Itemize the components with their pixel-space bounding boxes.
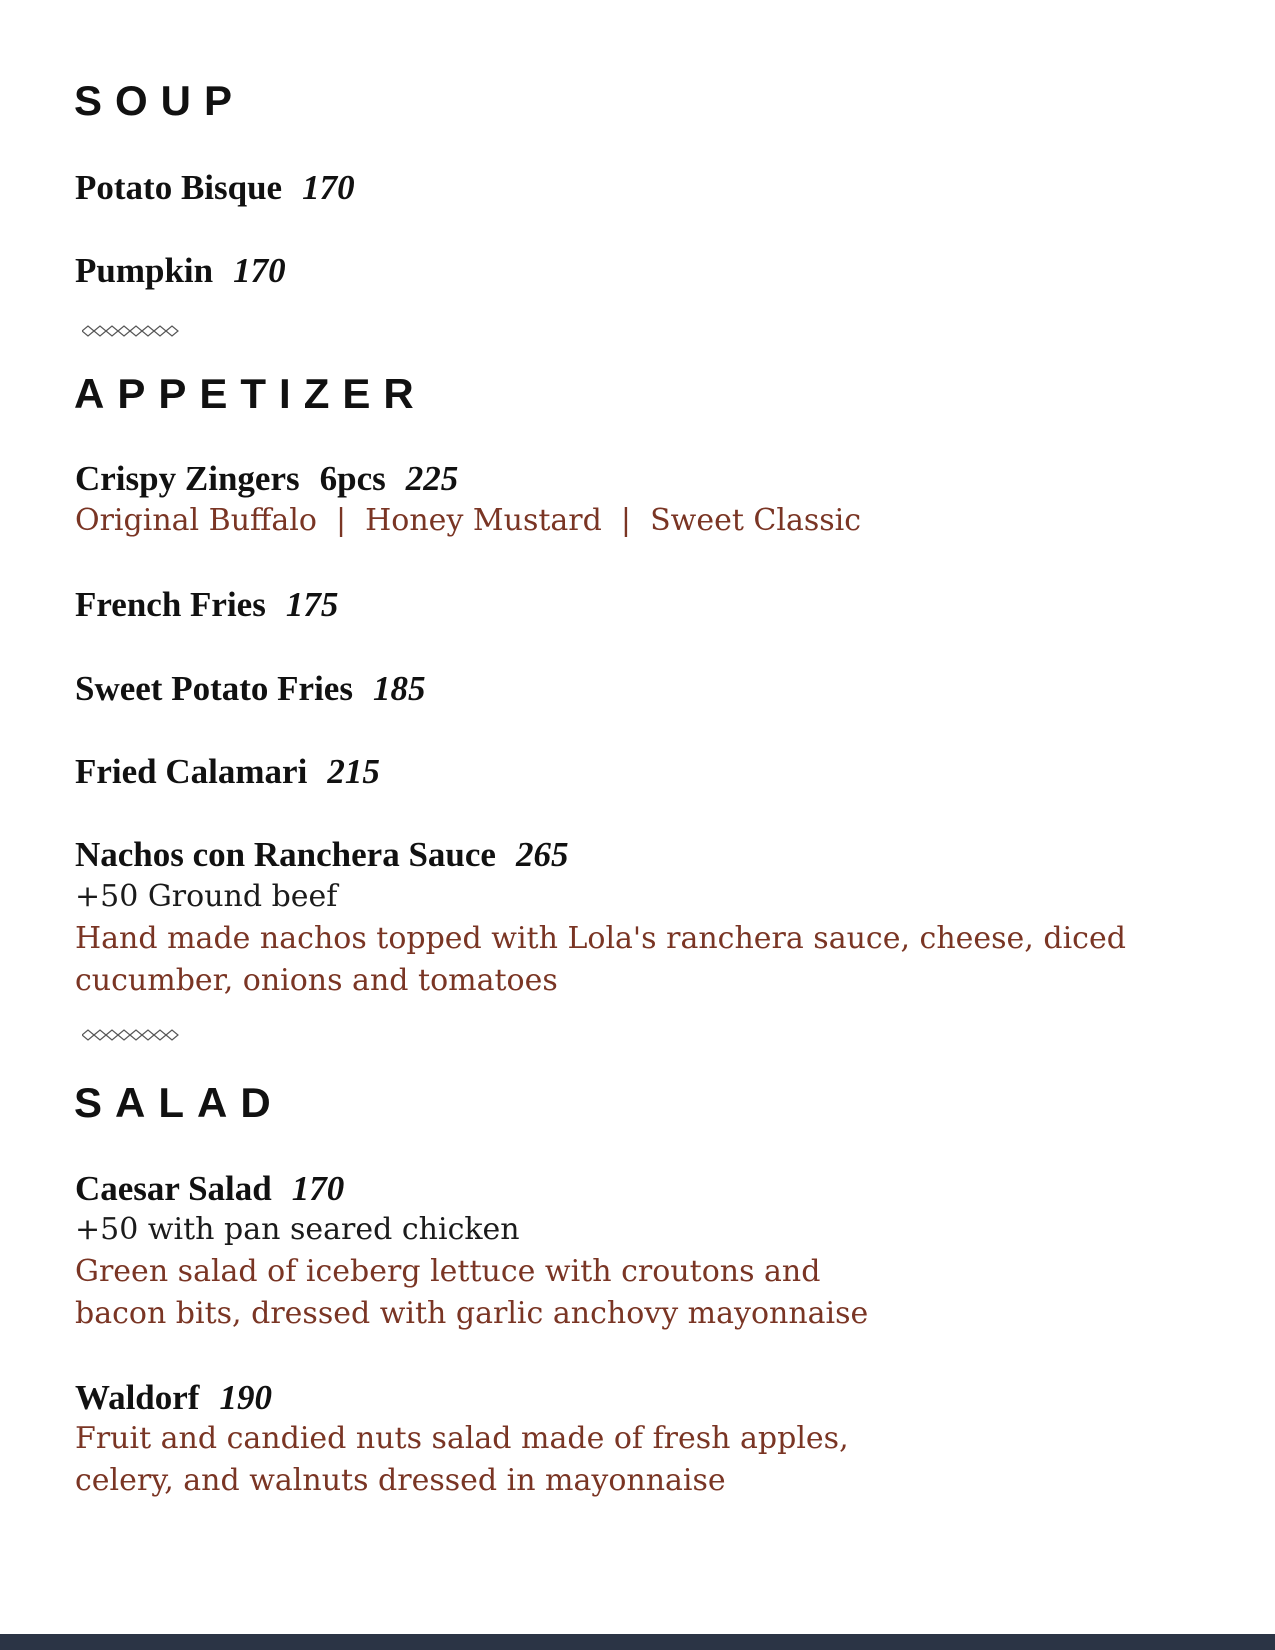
item-sauce-options: Original Buffalo | Honey Mustard | Sweet Classic [75, 503, 862, 538]
item-name: Waldorf [75, 1378, 200, 1417]
item-description-line: celery, and walnuts dressed in mayonnaise [75, 1463, 726, 1498]
item-price: 170 [302, 168, 355, 207]
menu-item-fried-calamari [75, 754, 380, 789]
menu-item-potato-bisque [75, 170, 355, 205]
item-name: Crispy Zingers [75, 459, 300, 498]
item-name: Pumpkin [75, 251, 214, 290]
item-name: French Fries [75, 585, 266, 624]
item-name: Sweet Potato Fries [75, 669, 353, 708]
diamond-chain-divider-icon [82, 1029, 184, 1041]
item-name: Fried Calamari [75, 752, 308, 791]
item-price: 170 [291, 1169, 345, 1208]
item-price: 185 [372, 669, 426, 708]
diamond-chain-divider-icon [82, 325, 184, 337]
menu-item-waldorf [75, 1380, 272, 1415]
item-price: 215 [327, 752, 380, 791]
item-addon: +50 with pan seared chicken [75, 1212, 520, 1247]
item-price: 225 [405, 459, 459, 498]
item-description-line: Hand made nachos topped with Lola's ranchera sauce, cheese, diced [75, 921, 1126, 956]
section-heading-salad: SALAD [74, 1079, 284, 1126]
item-description-line: Green salad of iceberg lettuce with croutons and [75, 1254, 821, 1289]
item-addon: +50 Ground beef [75, 879, 338, 914]
item-price: 170 [233, 251, 286, 290]
menu-item-pumpkin [75, 253, 286, 288]
item-price: 265 [515, 835, 569, 874]
menu-item-french-fries [75, 587, 338, 622]
section-heading-soup: SOUP [74, 77, 246, 124]
item-price: 190 [219, 1378, 272, 1417]
menu-item-nachos [75, 837, 568, 872]
item-price: 175 [285, 585, 339, 624]
menu-item-caesar-salad [75, 1171, 344, 1206]
item-name: Caesar Salad [75, 1169, 272, 1208]
menu-item-crispy-zingers [75, 461, 458, 496]
item-description-line: cucumber, onions and tomatoes [75, 963, 558, 998]
section-heading-appetizer: APPETIZER [74, 370, 427, 417]
item-description-line: bacon bits, dressed with garlic anchovy mayonnaise [75, 1296, 869, 1331]
item-name: Nachos con Ranchera Sauce [75, 835, 496, 874]
menu-item-sweet-potato-fries [75, 671, 425, 706]
item-quantity: 6pcs [319, 459, 386, 498]
item-description-line: Fruit and candied nuts salad made of fresh apples, [75, 1421, 849, 1456]
item-name: Potato Bisque [75, 168, 283, 207]
footer-bar [0, 1634, 1275, 1650]
